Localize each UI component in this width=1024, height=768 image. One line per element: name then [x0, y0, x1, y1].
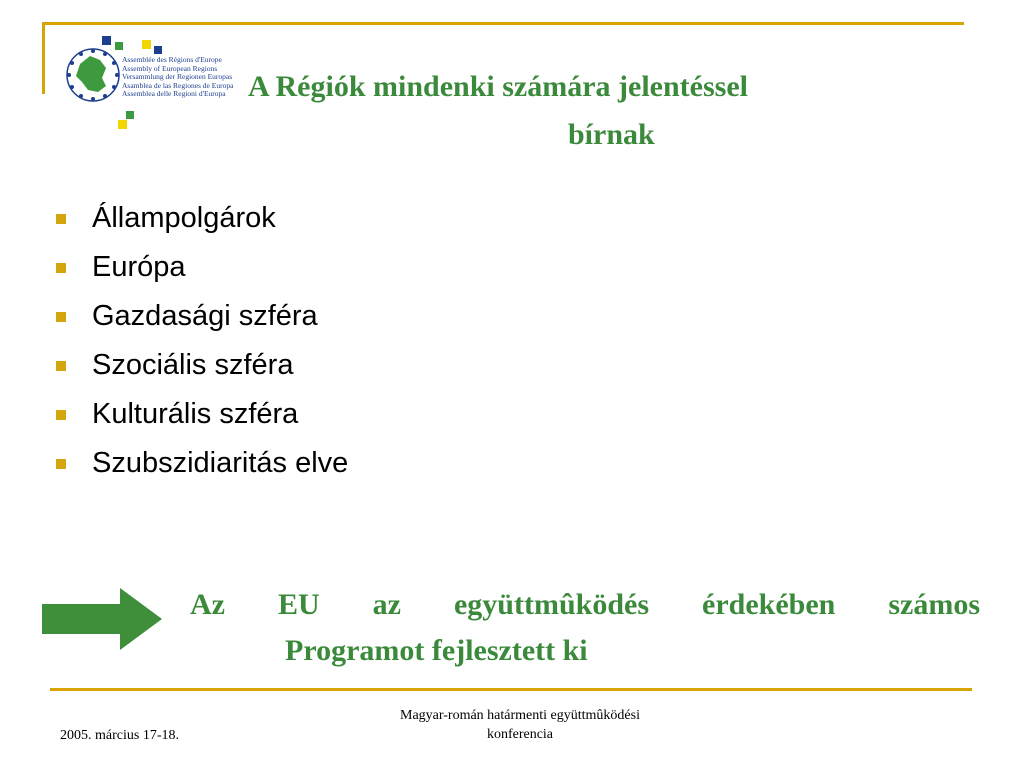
footer-date: 2005. március 17-18.	[60, 728, 179, 743]
footer-rule	[50, 688, 972, 691]
logo-line: Versammlung der Regionen Europas	[122, 72, 233, 82]
footer-conference-line-2: konferencia	[486, 727, 554, 742]
bullet-square-icon	[56, 410, 66, 420]
logo-line: Assembly of European Regions	[122, 63, 218, 73]
left-frame-rule	[42, 22, 45, 94]
bullet-text: Szubszidiaritás elve	[92, 447, 349, 479]
bullet-text: Európa	[92, 251, 186, 283]
bullet-square-icon	[56, 214, 66, 224]
conclusion-line-2: Programot fejlesztett ki	[285, 634, 588, 667]
logo-line: Assemblée des Régions d'Europe	[122, 55, 222, 64]
logo-line: Assemblea delle Regioni d'Europa	[122, 89, 226, 99]
footer-conference	[330, 706, 710, 744]
right-arrow-icon	[42, 588, 162, 650]
title-line-2: bírnak	[568, 118, 655, 151]
top-frame-rule	[42, 22, 964, 25]
conclusion-line-1: Az EU az együttmûködés érdekében számos	[190, 588, 980, 621]
logo-line: Asamblea de las Regiones de Europa	[122, 80, 234, 90]
bullet-text: Kulturális szféra	[92, 398, 299, 430]
bullet-square-icon	[56, 459, 66, 469]
bullet-square-icon	[56, 361, 66, 371]
bullet-text: Állampolgárok	[92, 202, 276, 234]
title-line-1: A Régiók mindenki számára jelentéssel	[248, 70, 748, 103]
footer-conference-line-1: Magyar-román határmenti együttmûködési	[400, 708, 640, 723]
bullet-square-icon	[56, 263, 66, 273]
bullet-text: Szociális szféra	[92, 349, 294, 381]
logo-text	[122, 56, 233, 99]
bullet-square-icon	[56, 312, 66, 322]
bullet-text: Gazdasági szféra	[92, 300, 318, 332]
